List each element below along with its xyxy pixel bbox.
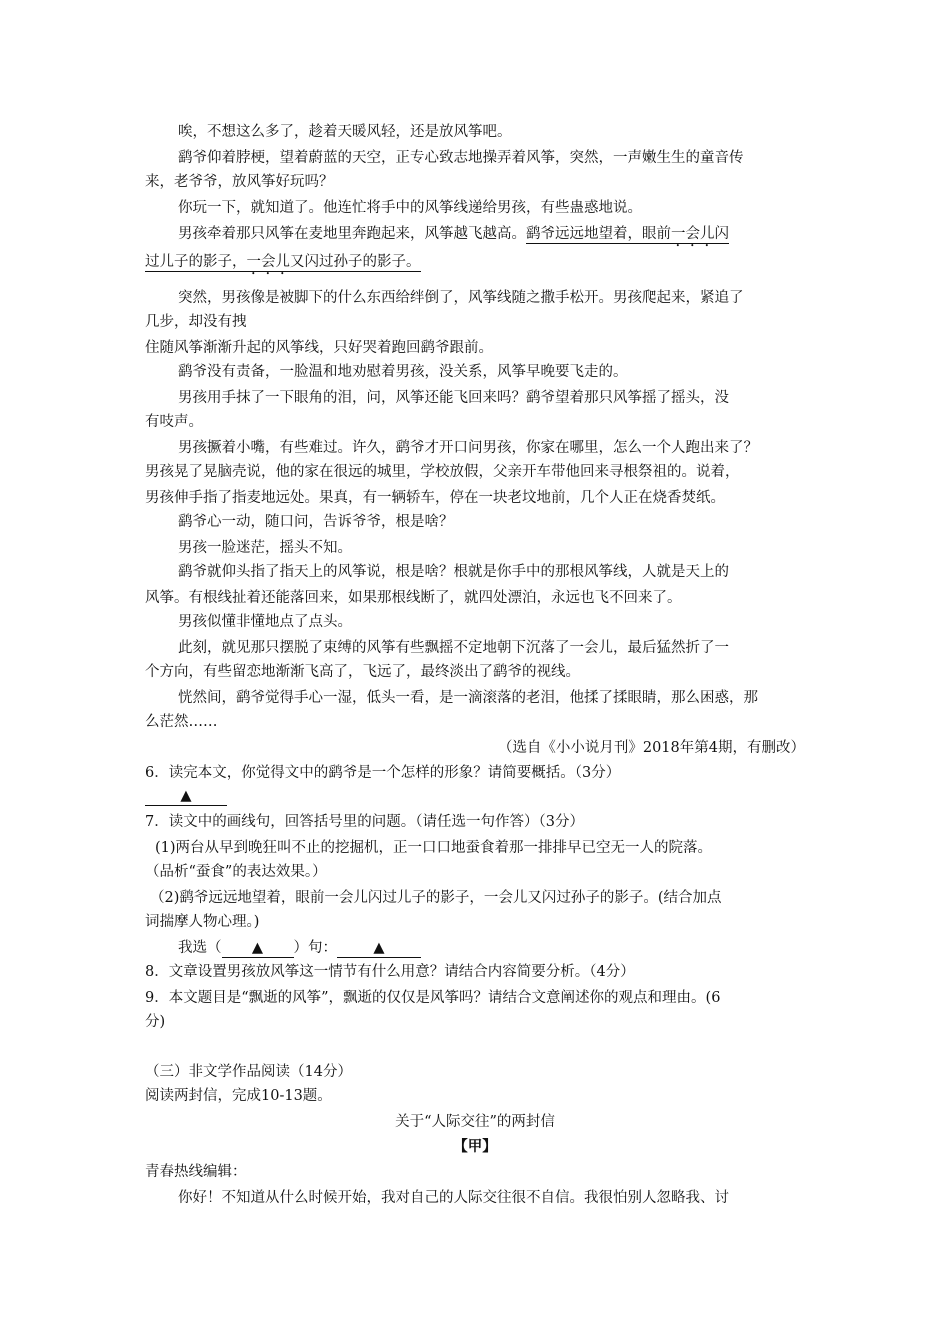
story-paragraph-cont: 几步，却没有拽 (145, 314, 247, 330)
letter-salutation: 青春热线编辑： (145, 1164, 247, 1180)
letter-label: 【甲】 (453, 1138, 497, 1155)
letter-body: 你好！不知道从什么时候开始，我对自己的人际交往很不自信。我很怕别人忽略我、讨 (178, 1190, 729, 1206)
answer-line (145, 786, 815, 806)
story-paragraph-cont: 男孩晃了晃脑壳说，他的家在很远的城里，学校放假，父亲开车带他回来寻根祭祖的。说着， (145, 464, 740, 480)
underlined-sentence-part (145, 254, 421, 272)
answer-blank: ▲ (145, 787, 227, 806)
story-paragraph: 男孩用手抹了一下眼角的泪，问，风筝还能飞回来吗？鹞爷望着那只风筝摇了摇头，没 (178, 390, 729, 406)
question-9: 9．本文题目是“飘逝的风筝”，飘逝的仅仅是风筝吗？请结合文意阐述你的观点和理由。(6 (145, 990, 721, 1006)
choice-blank: ▲ (222, 939, 294, 958)
story-paragraph: 你玩一下，就知道了。他连忙将手中的风筝线递给男孩，有些蛊惑地说。 (178, 200, 642, 216)
answer-blank: ▲ (337, 939, 421, 958)
story-paragraph-underlined-cont (145, 252, 815, 278)
story-paragraph-cont: 来，老爷爷，放风筝好玩吗？ (145, 174, 334, 190)
question-7-option-1-hint: （品析“蚕食”的表达效果。） (145, 864, 327, 880)
story-paragraph-cont: 风筝。有根线扯着还能落回来，如果那根线断了，就四处漂泊，永远也飞不回来了。 (145, 590, 682, 606)
question-8: 8．文章设置男孩放风筝这一情节有什么用意？请结合内容简要分析。（4分） (145, 964, 635, 980)
question-7-choice (178, 938, 818, 958)
story-text: 男孩牵着那只风筝在麦地里奔跑起来，风筝越飞越高。 (178, 226, 526, 242)
question-7-option-1: (1)两台从早到晚狂叫不止的挖掘机，正一口口地蚕食着那一排排早已空无一人的院落。 (155, 840, 713, 856)
story-paragraph: 恍然间，鹞爷觉得手心一湿，低头一看，是一滴滚落的老泪，他揉了揉眼睛，那么困惑，那 (178, 690, 758, 706)
story-paragraph: 此刻，就见那只摆脱了束缚的风筝有些飘摇不定地朝下沉落了一会儿，最后猛然折了一 (178, 640, 729, 656)
story-paragraph: 唉，不想这么多了，趁着天暖风轻，还是放风筝吧。 (178, 124, 512, 140)
question-7-option-2-hint: 词揣摩人物心理。) (145, 914, 260, 930)
story-paragraph-cont: 有吱声。 (145, 414, 203, 430)
underlined-text: 又闪过孙子的影子。 (290, 254, 421, 270)
story-paragraph: 鹞爷仰着脖梗，望着蔚蓝的天空，正专心致志地操弄着风筝，突然，一声嫩生生的童音传 (178, 150, 744, 166)
section-heading: （三）非文学作品阅读（14分） (145, 1064, 352, 1080)
story-paragraph: 男孩似懂非懂地点了点头。 (178, 614, 352, 630)
story-paragraph: 鹞爷没有责备，一脸温和地劝慰着男孩，没关系，风筝早晚要飞走的。 (178, 364, 628, 380)
choice-label: ）句： (293, 940, 337, 956)
story-paragraph: 突然，男孩像是被脚下的什么东西给绊倒了，风筝线随之撒手松开。男孩爬起来，紧追了 (178, 290, 744, 306)
story-paragraph: 男孩撅着小嘴，有些难过。许久，鹞爷才开口问男孩，你家在哪里，怎么一个人跑出来了？ (178, 440, 758, 456)
dotted-word: 一会儿 (246, 254, 290, 270)
dotted-word: 一会儿 (671, 226, 715, 242)
story-paragraph: 男孩一脸迷茫，摇头不知。 (178, 540, 352, 556)
story-paragraph: 鹞爷心一动，随口问，告诉爷爷，根是啥？ (178, 514, 454, 530)
story-paragraph-cont: 么茫然…… (145, 714, 218, 730)
underlined-text: 闪 (714, 226, 729, 242)
section-instruction: 阅读两封信，完成10-13题。 (145, 1088, 332, 1104)
question-9-cont: 分) (145, 1014, 166, 1030)
story-source: （选自《小小说月刊》2018年第4期，有删改） (497, 740, 805, 756)
underlined-sentence-part (526, 226, 729, 244)
story-paragraph-cont: 住随风筝渐渐升起的风筝线，只好哭着跑回鹞爷跟前。 (145, 340, 493, 356)
underlined-text: 鹞爷远远地望着，眼前 (526, 226, 671, 242)
story-paragraph-underlined (178, 224, 818, 250)
choice-label: 我选（ (178, 940, 222, 956)
underlined-text: 过儿子的影子， (145, 254, 247, 270)
question-7-option-2: （2)鹞爷远远地望着，眼前一会儿闪过儿子的影子，一会儿又闪过孙子的影子。(结合加点 (150, 890, 722, 906)
question-7: 7．读文中的画线句，回答括号里的问题。（请任选一句作答）（3分） (145, 814, 584, 830)
story-paragraph: 鹞爷就仰头指了指天上的风筝说，根是啥？根就是你手中的那根风筝线，人就是天上的 (178, 564, 729, 580)
letters-title: 关于“人际交往”的两封信 (395, 1114, 555, 1130)
story-paragraph-cont: 男孩伸手指了指麦地远处。果真，有一辆轿车，停在一块老坟地前，几个人正在烧香焚纸。 (145, 490, 725, 506)
question-6: 6．读完本文，你觉得文中的鹞爷是一个怎样的形象？请简要概括。（3分） (145, 765, 621, 781)
story-paragraph-cont: 个方向，有些留恋地渐渐飞高了，飞远了，最终淡出了鹞爷的视线。 (145, 664, 580, 680)
